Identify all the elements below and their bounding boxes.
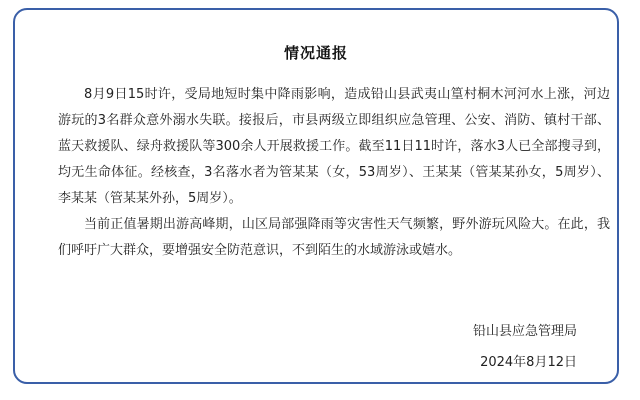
notice-frame [13, 8, 619, 384]
notice-paragraph-1: 8月9日15时许，受局地短时集中降雨影响，造成铅山县武夷山篁村桐木河河水上涨，河边游玩的3名群众意外溺水失联。接报后，市县两级立即组织应急管理、公安、消防、镇村干部、蓝天救援队、绿舟救援队等300余人开展救援工作。截至11日11时许，落水3人已全部搜寻到，均无生命体征。经核查，3名落水者为管某某（女，53周岁）、王某某（管某某孙女，5周岁）、李某某（管某某外孙，5周岁）。 [58, 87, 610, 206]
signature-date: 2024年8月12日 [480, 355, 577, 370]
notice-paragraph-2: 当前正值暑期出游高峰期，山区局部强降雨等灾害性天气频繁，野外游玩风险大。在此，我们呼吁广大群众，要增强安全防范意识，不到陌生的水域游泳或嬉水。 [58, 217, 610, 258]
signature-organization: 铅山县应急管理局 [472, 324, 577, 339]
notice-body [58, 82, 610, 264]
notice-title: 情况通报 [283, 44, 348, 62]
